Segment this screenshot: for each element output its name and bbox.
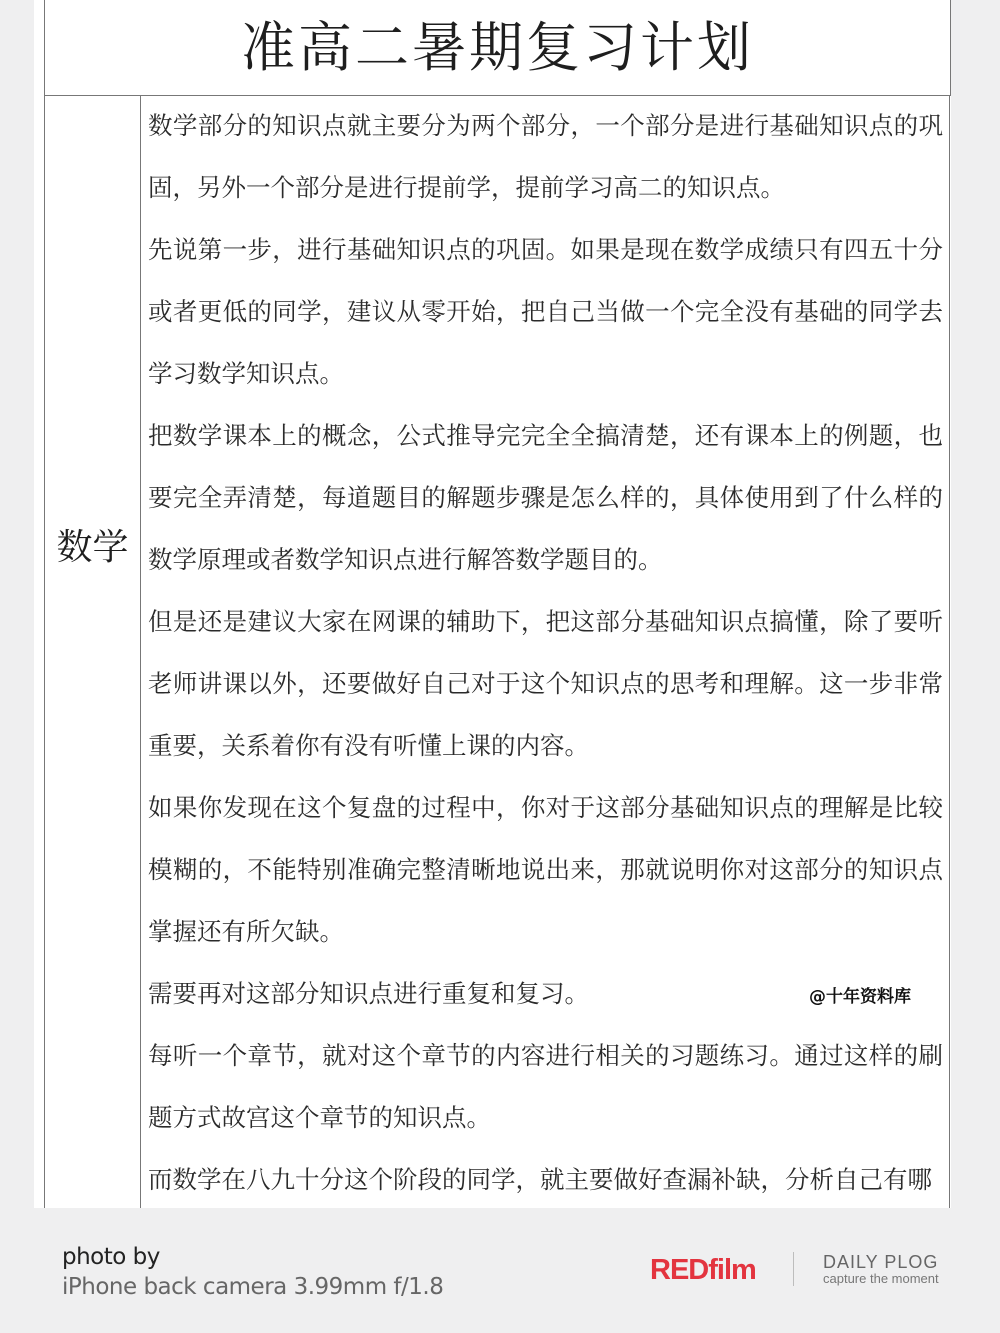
- paragraph: 而数学在八九十分这个阶段的同学，就主要做好查漏补缺，分析自己有哪: [148, 1165, 932, 1194]
- paragraph: 把数学课本上的概念，公式推导完完全全搞清楚，还有课本上的例题，也要完全弄清楚，每道题目的解题步骤是怎么样的，具体使用到了什么样的数学原理或者数学知识点进行解答数学题目的。: [148, 421, 943, 574]
- content-cell: [140, 96, 950, 1208]
- footer-divider: [793, 1252, 794, 1286]
- subject-label: 数学: [56, 527, 129, 568]
- brand-logo: REDfilm: [650, 1254, 756, 1286]
- watermark-text: @十年资料库: [809, 987, 911, 1007]
- paragraph: 先说第一步，进行基础知识点的巩固。如果是现在数学成绩只有四五十分或者更低的同学，建议从零开始，把自己当做一个完全没有基础的同学去学习数学知识点。: [148, 235, 943, 388]
- title-cell: [44, 0, 951, 96]
- paragraph: 但是还是建议大家在网课的辅助下，把这部分基础知识点搞懂，除了要听老师讲课以外，还要做好自己对于这个知识点的思考和理解。这一步非常重要，关系着你有没有听懂上课的内容。: [148, 607, 943, 760]
- content-text-block: [140, 95, 943, 1208]
- daily-plog-label: DAILY PLOG: [823, 1252, 939, 1272]
- document-title: 准高二暑期复习计划: [241, 15, 754, 79]
- photo-by-label: photo by: [62, 1244, 160, 1270]
- paragraph: 需要再对这部分知识点进行重复和复习。: [148, 979, 589, 1008]
- tagline-label: capture the moment: [823, 1271, 939, 1286]
- camera-info: iPhone back camera 3.99mm f/1.8: [62, 1274, 444, 1300]
- paragraph: 如果你发现在这个复盘的过程中，你对于这部分基础知识点的理解是比较模糊的，不能特别准确完整清晰地说出来，那就说明你对这部分的知识点掌握还有所欠缺。: [148, 793, 943, 946]
- paragraph: 每听一个章节，就对这个章节的内容进行相关的习题练习。通过这样的刷题方式故宫这个章节的知识点。: [148, 1041, 943, 1132]
- subject-cell: [44, 96, 141, 1208]
- document-sheet: [34, 0, 951, 1208]
- paragraph: 数学部分的知识点就主要分为两个部分，一个部分是进行基础知识点的巩固，另外一个部分是进行提前学，提前学习高二的知识点。: [148, 111, 943, 202]
